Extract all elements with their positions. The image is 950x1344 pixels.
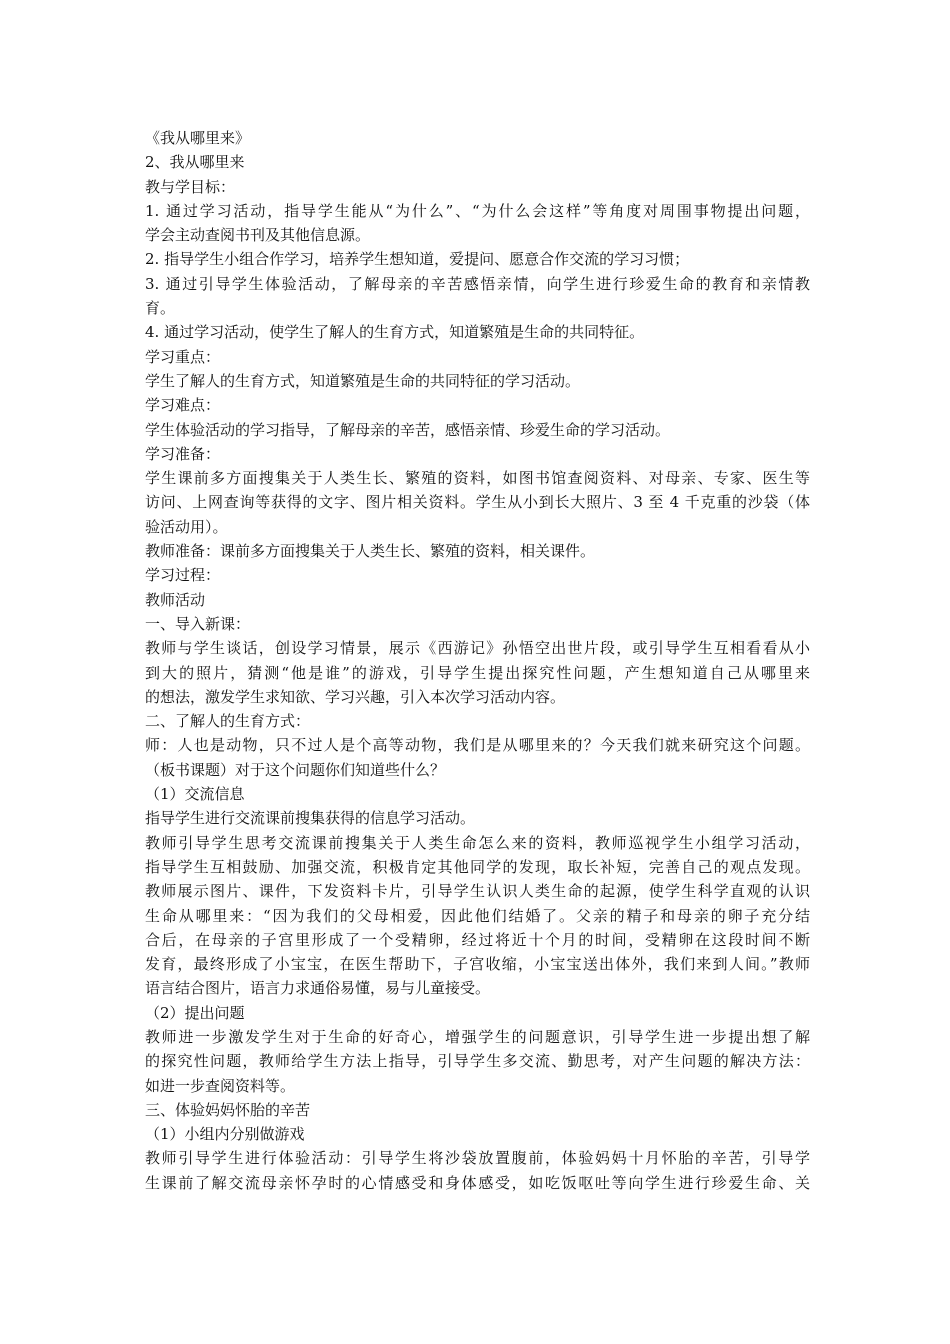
document-line: 到大的照片，猜测“他是谁”的游戏，引导学生提出探究性问题，产生想知道自己从哪里来	[145, 663, 810, 682]
document-line: 一、导入新课：	[145, 614, 251, 633]
document-line: （板书课题）对于这个问题你们知道些什么？	[145, 760, 446, 779]
document-line: 发育，最终形成了小宝宝，在医生帮助下，子宫收缩，小宝宝送出体外，我们来到人间。”教师	[145, 955, 810, 974]
document-line: 学会主动查阅书刊及其他信息源。	[145, 226, 371, 245]
document-line: 3. 通过引导学生体验活动，了解母亲的辛苦感悟亲情，向学生进行珍爱生命的教育和亲情教	[145, 274, 810, 293]
document-line: 1. 通过学习活动，指导学生能从“为什么”、“为什么会这样”等角度对周围事物提出问题，	[145, 201, 810, 220]
document-line: 教师准备：课前多方面搜集关于人类生长、繁殖的资料，相关课件。	[145, 542, 596, 561]
document-line: 的想法，激发学生求知欲、学习兴趣，引入本次学习活动内容。	[145, 687, 566, 706]
document-line: 教师引导学生思考交流课前搜集关于人类生命怎么来的资料，教师巡视学生小组学习活动，	[145, 833, 810, 852]
document-line: （2）提出问题	[145, 1003, 245, 1022]
document-line: （1）小组内分别做游戏	[145, 1125, 305, 1144]
document-line: 学习重点：	[145, 347, 221, 366]
document-line: 语言结合图片，语言力求通俗易懂，易与儿童接受。	[145, 979, 491, 998]
document-line: 学生体验活动的学习指导，了解母亲的辛苦，感悟亲情、珍爱生命的学习活动。	[145, 420, 671, 439]
document-line: 学习准备：	[145, 444, 221, 463]
document-line: 师：人也是动物，只不过人是个高等动物，我们是从哪里来的？今天我们就来研究这个问题。	[145, 736, 810, 755]
document-line: 指导学生进行交流课前搜集获得的信息学习活动。	[145, 809, 476, 828]
document-line: 访问、上网查询等获得的文字、图片相关资料。学生从小到长大照片、3 至 4 千克重的沙袋（体	[145, 493, 810, 512]
document-line: 学生了解人的生育方式，知道繁殖是生命的共同特征的学习活动。	[145, 371, 581, 390]
document-line: 三、体验妈妈怀胎的辛苦	[145, 1100, 311, 1119]
document-line: 合后，在母亲的子宫里形成了一个受精卵，经过将近十个月的时间，受精卵在这段时间不断	[145, 930, 810, 949]
document-line: 指导学生互相鼓励、加强交流，积极肯定其他同学的发现，取长补短，完善自己的观点发现。	[145, 857, 810, 876]
document-line: （1）交流信息	[145, 785, 245, 804]
document-line: 验活动用）。	[145, 517, 228, 536]
document-line: 教师活动	[145, 590, 206, 609]
document-line: 育。	[145, 299, 176, 318]
document-line: 的探究性问题，教师给学生方法上指导，引导学生多交流、勤思考，对产生问题的解决方法：	[145, 1052, 810, 1071]
document-line: 生课前了解交流母亲怀孕时的心情感受和身体感受，如吃饭呕吐等向学生进行珍爱生命、关	[145, 1173, 810, 1192]
document-line: 《我从哪里来》	[145, 129, 251, 147]
document-line: 2、我从哪里来	[145, 153, 245, 172]
document-line: 二、了解人的生育方式：	[145, 712, 311, 731]
document-line: 学习难点：	[145, 396, 221, 415]
document-line: 4. 通过学习活动，使学生了解人的生育方式，知道繁殖是生命的共同特征。	[145, 323, 645, 342]
document-line: 教师引导学生进行体验活动：引导学生将沙袋放置腹前，体验妈妈十月怀胎的辛苦，引导学	[145, 1149, 810, 1168]
document-line: 2. 指导学生小组合作学习，培养学生想知道，爱提问、愿意合作交流的学习习惯；	[145, 250, 690, 269]
document-line: 如进一步查阅资料等。	[145, 1076, 296, 1095]
document-line: 教师进一步激发学生对于生命的好奇心，增强学生的问题意识，引导学生进一步提出想了解	[145, 1027, 810, 1046]
document-line: 教师与学生谈话，创设学习情景，展示《西游记》孙悟空出世片段，或引导学生互相看看从小	[145, 639, 810, 658]
document-line: 生命从哪里来：“因为我们的父母相爱，因此他们结婚了。父亲的精子和母亲的卵子充分结	[145, 906, 810, 925]
document-line: 教师展示图片、课件，下发资料卡片，引导学生认识人类生命的起源，使学生科学直观的认识	[145, 882, 810, 901]
document-line: 学生课前多方面搜集关于人类生长、繁殖的资料，如图书馆查阅资料、对母亲、专家、医生等	[145, 469, 810, 488]
document-line: 学习过程：	[145, 566, 221, 585]
document-page	[145, 126, 810, 1195]
document-line: 教与学目标：	[145, 177, 236, 196]
